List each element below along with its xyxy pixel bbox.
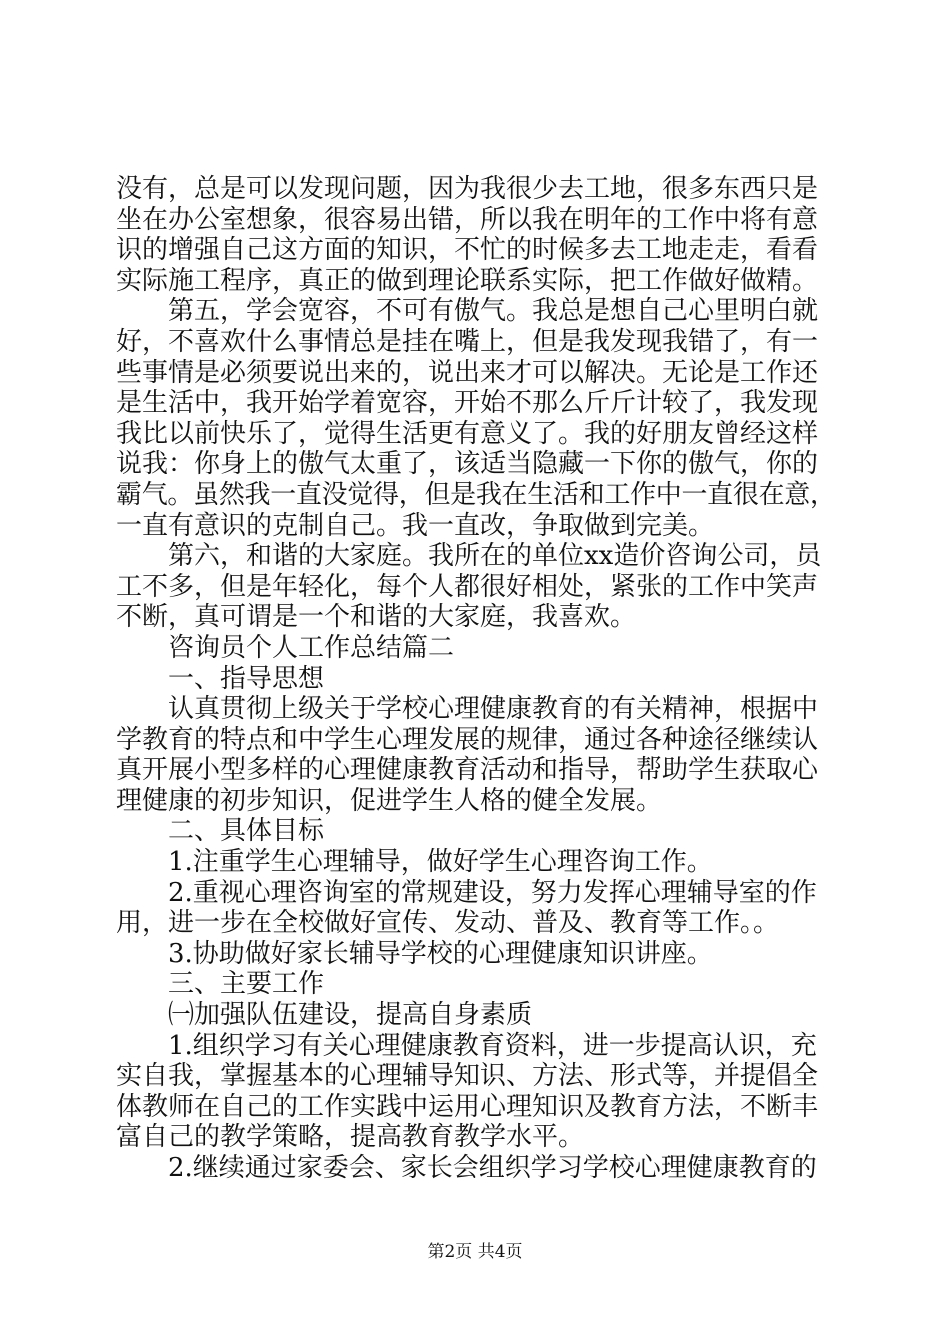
text-line: 好，不喜欢什么事情总是挂在嘴上，但是我发现我错了，有一 bbox=[116, 326, 819, 357]
text-line: 一直有意识的克制自己。我一直改，争取做到完美。 bbox=[116, 510, 715, 541]
text-line: 富自己的教学策略，提高教育教学水平。 bbox=[116, 1122, 585, 1153]
text-line: 真开展小型多样的心理健康教育活动和指导，帮助学生获取心 bbox=[116, 755, 819, 786]
text-line: 第五，学会宽容，不可有傲气。我总是想自己心里明白就 bbox=[116, 296, 819, 327]
text-line: 二、具体目标 bbox=[116, 816, 325, 847]
text-line: 霸气。虽然我一直没觉得，但是我在生活和工作中一直很在意， bbox=[116, 479, 836, 510]
body-text bbox=[116, 174, 836, 1184]
text-line: 第六，和谐的大家庭。我所在的单位xx造价咨询公司，员 bbox=[116, 541, 822, 572]
text-line: 2.继续通过家委会、家长会组织学习学校心理健康教育的 bbox=[116, 1153, 817, 1183]
text-line: 三、主要工作 bbox=[116, 969, 325, 1000]
text-line: 识的增强自己这方面的知识，不忙的时候多去工地走走，看看 bbox=[116, 235, 819, 266]
text-line: 一、指导思想 bbox=[116, 663, 325, 694]
text-line: 实自我，掌握基本的心理辅导知识、方法、形式等，并提倡全 bbox=[116, 1061, 819, 1092]
text-line: 3.协助做好家长辅导学校的心理健康知识讲座。 bbox=[116, 938, 713, 969]
text-line: 咨询员个人工作总结篇二 bbox=[116, 632, 455, 663]
text-line: 我比以前快乐了，觉得生活更有意义了。我的好朋友曾经这样 bbox=[116, 418, 819, 449]
text-line: 2.重视心理咨询室的常规建设，努力发挥心理辅导室的作 bbox=[116, 877, 817, 908]
text-line: 1.组织学习有关心理健康教育资料，进一步提高认识，充 bbox=[116, 1030, 817, 1061]
text-line: 学教育的特点和中学生心理发展的规律，通过各种途径继续认 bbox=[116, 724, 819, 755]
text-line: 说我：你身上的傲气太重了，该适当隐藏一下你的傲气，你的 bbox=[116, 449, 819, 480]
text-line: 是生活中，我开始学着宽容，开始不那么斤斤计较了，我发现 bbox=[116, 388, 819, 419]
text-line: 1.注重学生心理辅导，做好学生心理咨询工作。 bbox=[116, 847, 713, 878]
text-line: 实际施工程序，真正的做到理论联系实际，把工作做好做精。 bbox=[116, 265, 819, 296]
text-line: 认真贯彻上级关于学校心理健康教育的有关精神，根据中 bbox=[116, 694, 819, 725]
text-line: 不断，真可谓是一个和谐的大家庭，我喜欢。 bbox=[116, 602, 637, 633]
text-line: 工不多，但是年轻化，每个人都很好相处，紧张的工作中笑声 bbox=[116, 571, 819, 602]
text-line: 用，进一步在全校做好宣传、发动、普及、教育等工作。。 bbox=[116, 908, 780, 939]
page-footer: 第2页 共4页 bbox=[427, 1242, 523, 1262]
text-line: 些事情是必须要说出来的，说出来才可以解决。无论是工作还 bbox=[116, 357, 819, 388]
text-line: 体教师在自己的工作实践中运用心理知识及教育方法，不断丰 bbox=[116, 1091, 819, 1122]
text-line: 没有，总是可以发现问题，因为我很少去工地，很多东西只是 bbox=[116, 174, 819, 204]
text-line: 坐在办公室想象，很容易出错，所以我在明年的工作中将有意 bbox=[116, 204, 819, 235]
text-line: ㈠加强队伍建设，提高自身素质 bbox=[116, 1000, 533, 1031]
text-line: 理健康的初步知识，促进学生人格的健全发展。 bbox=[116, 785, 663, 816]
